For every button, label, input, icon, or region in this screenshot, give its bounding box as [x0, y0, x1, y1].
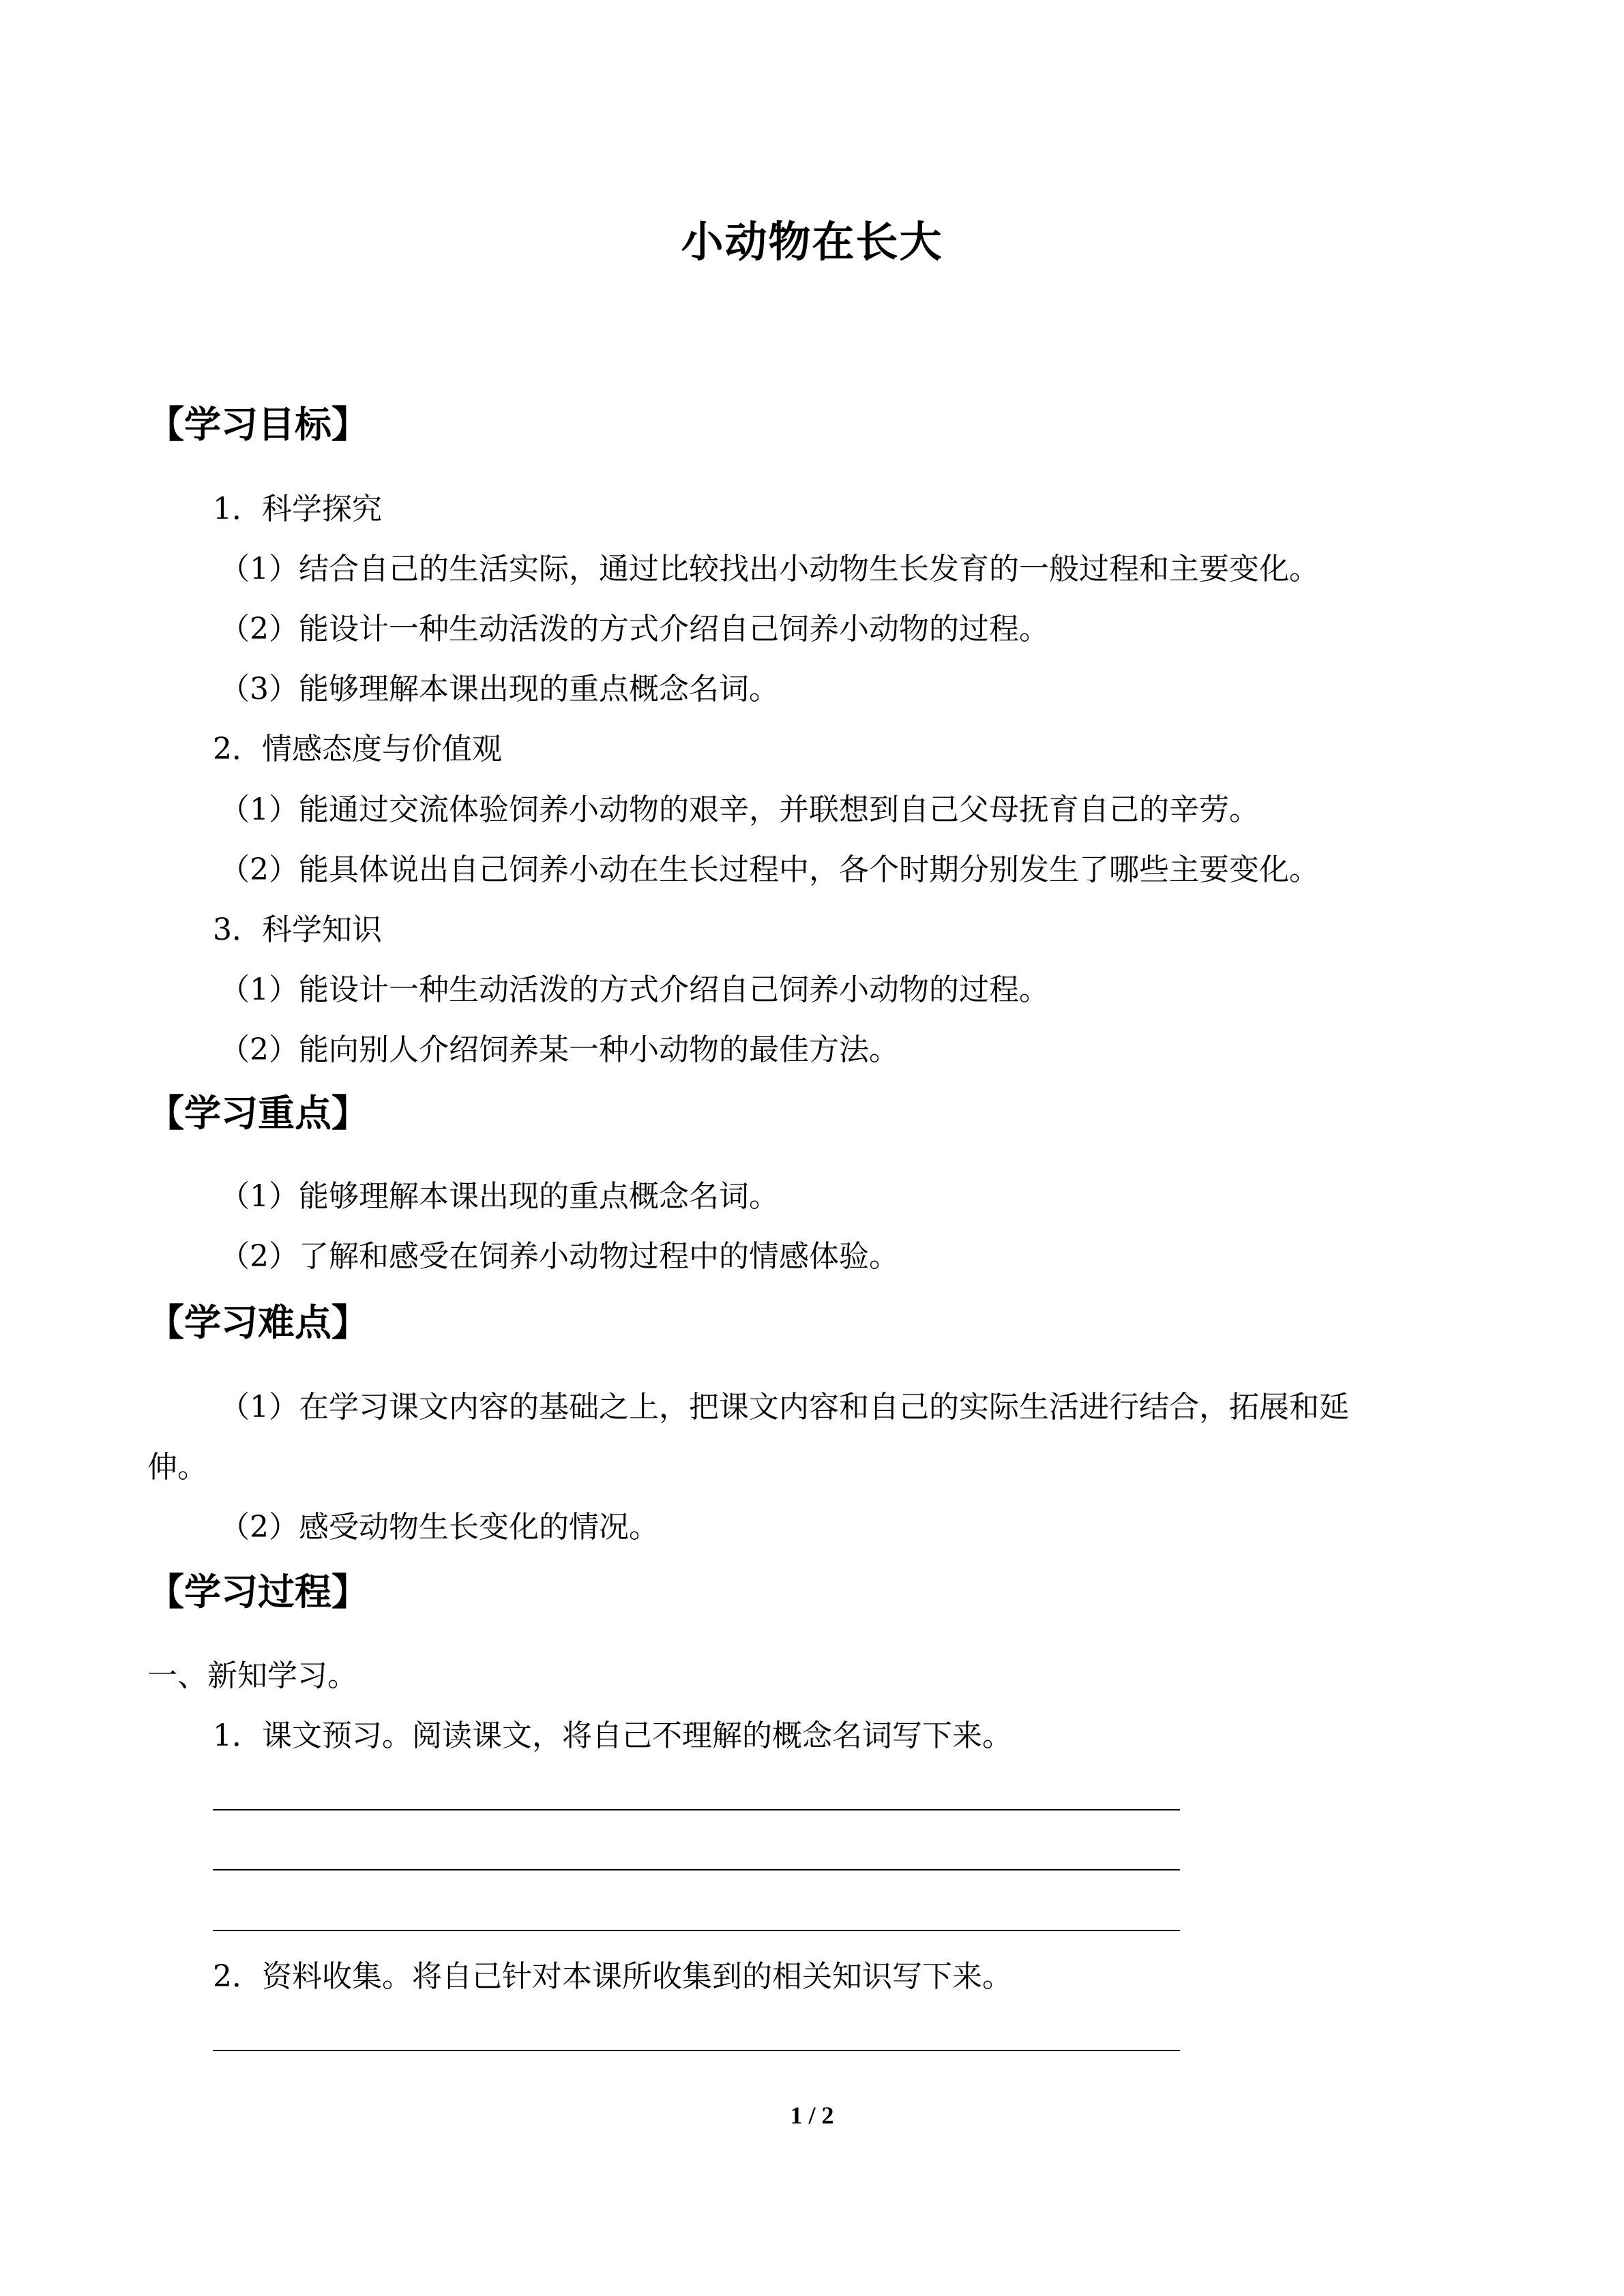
objectives-inquiry-item-2: （2）能设计一种生动活泼的方式介绍自己饲养小动物的过程。: [220, 612, 1049, 646]
section-heading-key-points: 【学习重点】: [147, 1091, 368, 1135]
answer-line-3[interactable]: [213, 1930, 1180, 1931]
objectives-inquiry-item-3: （3）能够理解本课出现的重点概念名词。: [220, 672, 779, 706]
section-heading-objectives: 【学习目标】: [147, 402, 368, 446]
section-heading-process: 【学习过程】: [147, 1570, 368, 1613]
objectives-inquiry-item-1: （1）结合自己的生活实际，通过比较找出小动物生长发育的一般过程和主要变化。: [220, 552, 1319, 586]
difficulty-item-1-line-1: （1）在学习课文内容的基础之上，把课文内容和自己的实际生活进行结合，拓展和延: [220, 1390, 1349, 1425]
process-task-1: 1．课文预习。阅读课文，将自己不理解的概念名词写下来。: [213, 1718, 1012, 1753]
answer-line-4[interactable]: [213, 2050, 1180, 2051]
difficulty-item-1-line-2: 伸。: [147, 1450, 207, 1485]
objectives-attitude-item-2: （2）能具体说出自己饲养小动在生长过程中，各个时期分别发生了哪些主要变化。: [220, 852, 1319, 887]
page-title: 小动物在长大: [681, 217, 943, 267]
objectives-subheading-inquiry: 1．科学探究: [213, 492, 382, 526]
answer-line-2[interactable]: [213, 1869, 1180, 1870]
objectives-subheading-attitude: 2．情感态度与价值观: [213, 732, 502, 766]
page-number: 1 / 2: [790, 2102, 834, 2129]
answer-line-1[interactable]: [213, 1809, 1180, 1810]
section-heading-difficulties: 【学习难点】: [147, 1300, 368, 1344]
process-task-2: 2．资料收集。将自己针对本课所收集到的相关知识写下来。: [213, 1959, 1012, 1994]
objectives-attitude-item-1: （1）能通过交流体验饲养小动物的艰辛，并联想到自己父母抚育自己的辛劳。: [220, 792, 1259, 827]
key-point-item-1: （1）能够理解本课出现的重点概念名词。: [220, 1179, 779, 1214]
key-point-item-2: （2）了解和感受在饲养小动物过程中的情感体验。: [220, 1239, 899, 1274]
difficulty-item-2: （2）感受动物生长变化的情况。: [220, 1510, 659, 1545]
objectives-subheading-knowledge: 3．科学知识: [213, 912, 382, 947]
process-part-1: 一、新知学习。: [147, 1658, 357, 1693]
objectives-knowledge-item-1: （1）能设计一种生动活泼的方式介绍自己饲养小动物的过程。: [220, 972, 1049, 1007]
objectives-knowledge-item-2: （2）能向别人介绍饲养某一种小动物的最佳方法。: [220, 1032, 899, 1067]
